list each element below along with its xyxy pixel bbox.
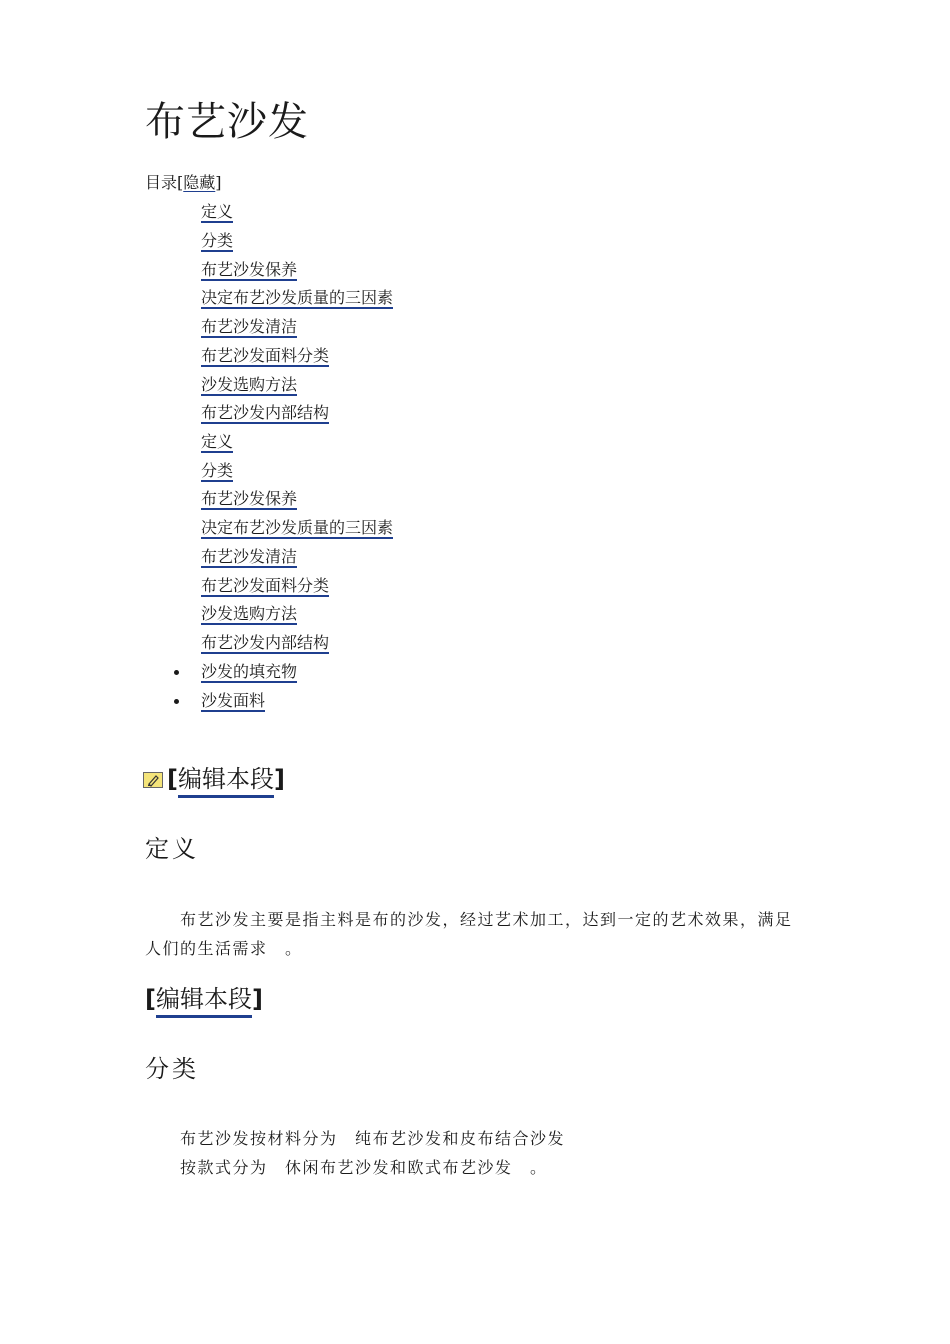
toc-bullet-item[interactable] <box>201 689 265 713</box>
toc-item[interactable] <box>201 545 297 569</box>
toc-item[interactable] <box>201 344 329 368</box>
toc-link-cleaning[interactable]: 布艺沙发清洁 <box>201 317 298 336</box>
section-heading-definition: 定义 <box>145 835 199 863</box>
toc-bracket-close: ] <box>215 173 222 192</box>
edit-section-link[interactable]: [编辑本段] <box>143 764 285 794</box>
toc-item[interactable] <box>201 516 393 540</box>
toc-link-internal-structure[interactable]: 布艺沙发内部结构 <box>201 633 330 652</box>
edit-section-label[interactable]: 编辑本段 <box>178 765 274 798</box>
paragraph: 人们的生活需求 。 <box>145 939 303 958</box>
paragraph: 按款式分为 休闲布艺沙发和欧式布艺沙发 。 <box>180 1158 548 1177</box>
toc-link-buying-guide[interactable]: 沙发选购方法 <box>201 375 298 394</box>
toc-link-category[interactable]: 分类 <box>201 231 234 250</box>
toc-link-definition[interactable]: 定义 <box>201 202 234 221</box>
toc-item[interactable] <box>201 602 297 626</box>
toc-link-cleaning[interactable]: 布艺沙发清洁 <box>201 547 298 566</box>
toc-bracket-open: [ <box>177 173 184 192</box>
page-title: 布艺沙发 <box>145 99 309 145</box>
bullet-icon <box>174 670 179 675</box>
toc-link-fabric[interactable]: 沙发面料 <box>201 691 266 710</box>
edit-section-label[interactable]: 编辑本段 <box>156 985 252 1018</box>
toc-item[interactable] <box>201 258 297 282</box>
toc-item[interactable] <box>201 200 233 224</box>
toc-item[interactable] <box>201 459 233 483</box>
toc-link-fabric-types[interactable]: 布艺沙发面料分类 <box>201 576 330 595</box>
paragraph: 布艺沙发按材料分为 纯布艺沙发和皮布结合沙发 <box>180 1129 566 1148</box>
toc-link-maintenance[interactable]: 布艺沙发保养 <box>201 489 298 508</box>
edit-section-link[interactable]: [编辑本段] <box>145 984 263 1014</box>
toc-item[interactable] <box>201 373 297 397</box>
toc-link-category[interactable]: 分类 <box>201 461 234 480</box>
toc-label: 目录 <box>145 173 178 192</box>
paragraph: 布艺沙发主要是指主料是布的沙发，经过艺术加工，达到一定的艺术效果，满足 <box>180 910 793 929</box>
toc-item[interactable] <box>201 229 233 253</box>
toc-item[interactable] <box>201 401 329 425</box>
toc-item[interactable] <box>201 631 329 655</box>
toc-item[interactable] <box>201 315 297 339</box>
toc-item[interactable] <box>201 487 297 511</box>
toc-link-maintenance[interactable]: 布艺沙发保养 <box>201 260 298 279</box>
toc-bullet-item[interactable] <box>201 660 297 684</box>
toc-link-fabric-types[interactable]: 布艺沙发面料分类 <box>201 346 330 365</box>
section-heading-category: 分类 <box>145 1055 199 1083</box>
toc-hide-link[interactable]: 隐藏 <box>183 173 216 192</box>
toc-link-buying-guide[interactable]: 沙发选购方法 <box>201 604 298 623</box>
toc-item[interactable] <box>201 286 393 310</box>
toc-item[interactable] <box>201 430 233 454</box>
toc-link-definition[interactable]: 定义 <box>201 432 234 451</box>
toc-link-quality-factors[interactable]: 决定布艺沙发质量的三因素 <box>201 518 394 537</box>
toc-link-filling[interactable]: 沙发的填充物 <box>201 662 298 681</box>
toc-item[interactable] <box>201 574 329 598</box>
toc-header <box>145 172 222 194</box>
bullet-icon <box>174 699 179 704</box>
toc-link-quality-factors[interactable]: 决定布艺沙发质量的三因素 <box>201 288 394 307</box>
edit-icon <box>143 772 163 788</box>
toc-link-internal-structure[interactable]: 布艺沙发内部结构 <box>201 403 330 422</box>
